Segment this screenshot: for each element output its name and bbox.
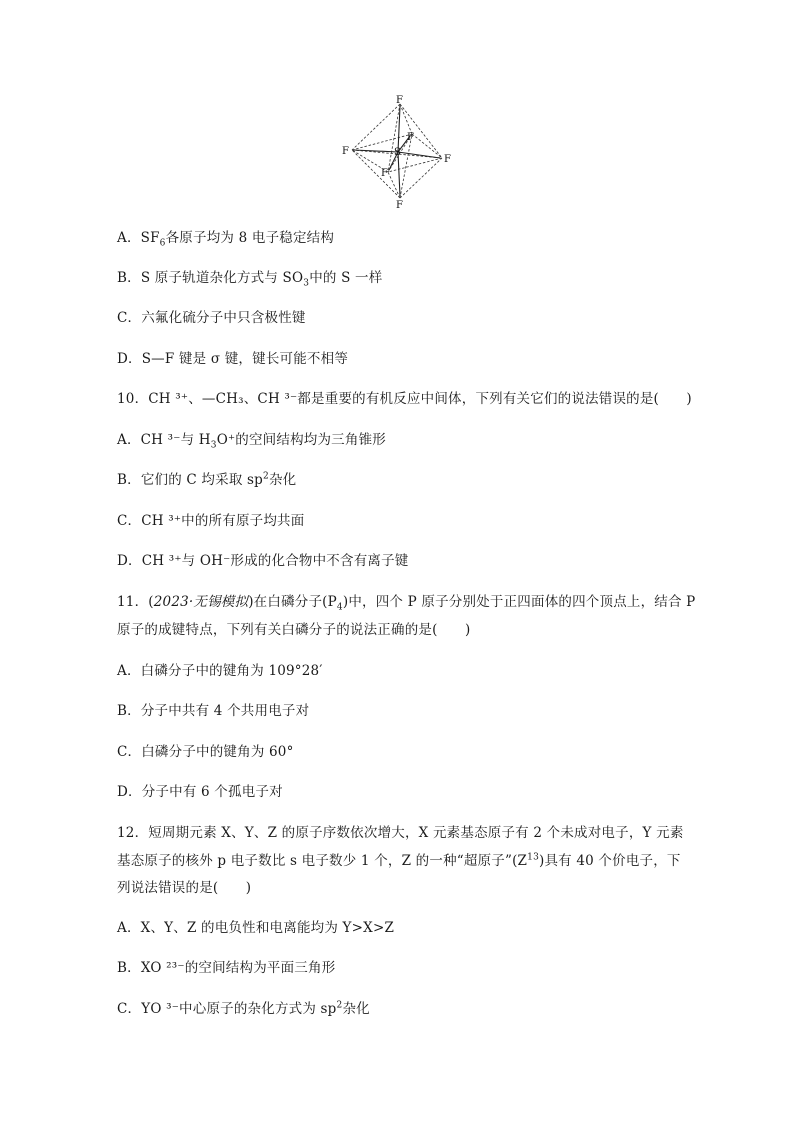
q11-option-c: C．白磷分子中的键角为 60° xyxy=(117,744,294,760)
q9-option-a: A．$SF_6$各原子均为 8 电子稳定结构 xyxy=(117,230,335,249)
atom-label-right: F xyxy=(444,154,451,165)
atom-label-bottom: F xyxy=(396,200,403,210)
q10-option-b: B．它们的 C 均采取 $sp^2$杂化 xyxy=(117,471,297,488)
q9-option-c: C．六氟化硫分子中只含极性键 xyxy=(117,310,306,326)
q10-stem: 10．CH ³⁺、—CH₃、CH ³⁻都是重要的有机反应中间体，下列有关它们的说法错误的是( ) xyxy=(117,391,692,407)
q10-option-c: C．CH ³⁺中的所有原子均共面 xyxy=(117,513,305,529)
atom-label-left: F xyxy=(342,146,349,157)
q9-option-d: D．S—F 键是 σ 键，键长可能不相等 xyxy=(117,351,349,367)
q12-option-a: A．X、Y、Z 的电负性和电离能均为 Y>X>Z xyxy=(117,920,395,936)
q9-option-b: B．S 原子轨道杂化方式与 $SO_3$中的 S 一样 xyxy=(117,270,383,289)
q10-option-d: D．CH ³⁺与 OH⁻形成的化合物中不含有离子键 xyxy=(117,553,409,569)
q11-option-d: D．分子中有 6 个孤电子对 xyxy=(117,784,283,800)
sf6-structure-figure xyxy=(330,92,470,210)
q12-option-b: B．XO ²³⁻的空间结构为平面三角形 xyxy=(117,960,336,976)
q11-option-a: A．白磷分子中的键角为 109°28′ xyxy=(117,663,323,679)
q11-source: 2023·无锡模拟 xyxy=(153,594,249,610)
atom-label-front: F xyxy=(381,168,388,179)
q11-stem-line1: 11．(2023·无锡模拟)在白磷分子$(P_4)$中，四个 P 原子分别处于正四面体的四个顶点上，结合 P xyxy=(117,594,696,613)
q12-stem-line1: 12．短周期元素 X、Y、Z 的原子序数依次增大，X 元素基态原子有 2 个未成对电子，Y 元素 xyxy=(117,825,684,841)
q11-option-b: B．分子中共有 4 个共用电子对 xyxy=(117,703,310,719)
q12-option-c: C．YO ³⁻中心原子的杂化方式为 $sp^2$杂化 xyxy=(117,1000,370,1017)
q12-stem-line2: 基态原子的核外 p 电子数比 s 电子数少 1 个，Z 的一种“超原子$”(Z^{13})$具有 40 个价电子，下 xyxy=(117,852,681,869)
atom-label-center: S xyxy=(394,147,401,158)
atom-label-back: F xyxy=(407,132,414,143)
q10-option-a: A．CH ³⁻与 $H_3O^+$的空间结构均为三角锥形 xyxy=(117,432,386,451)
q11-stem-line2: 原子的成键特点，下列有关白磷分子的说法正确的是( ) xyxy=(117,622,471,638)
atom-label-top: F xyxy=(396,95,403,106)
q12-stem-line3: 列说法错误的是( ) xyxy=(117,880,252,896)
